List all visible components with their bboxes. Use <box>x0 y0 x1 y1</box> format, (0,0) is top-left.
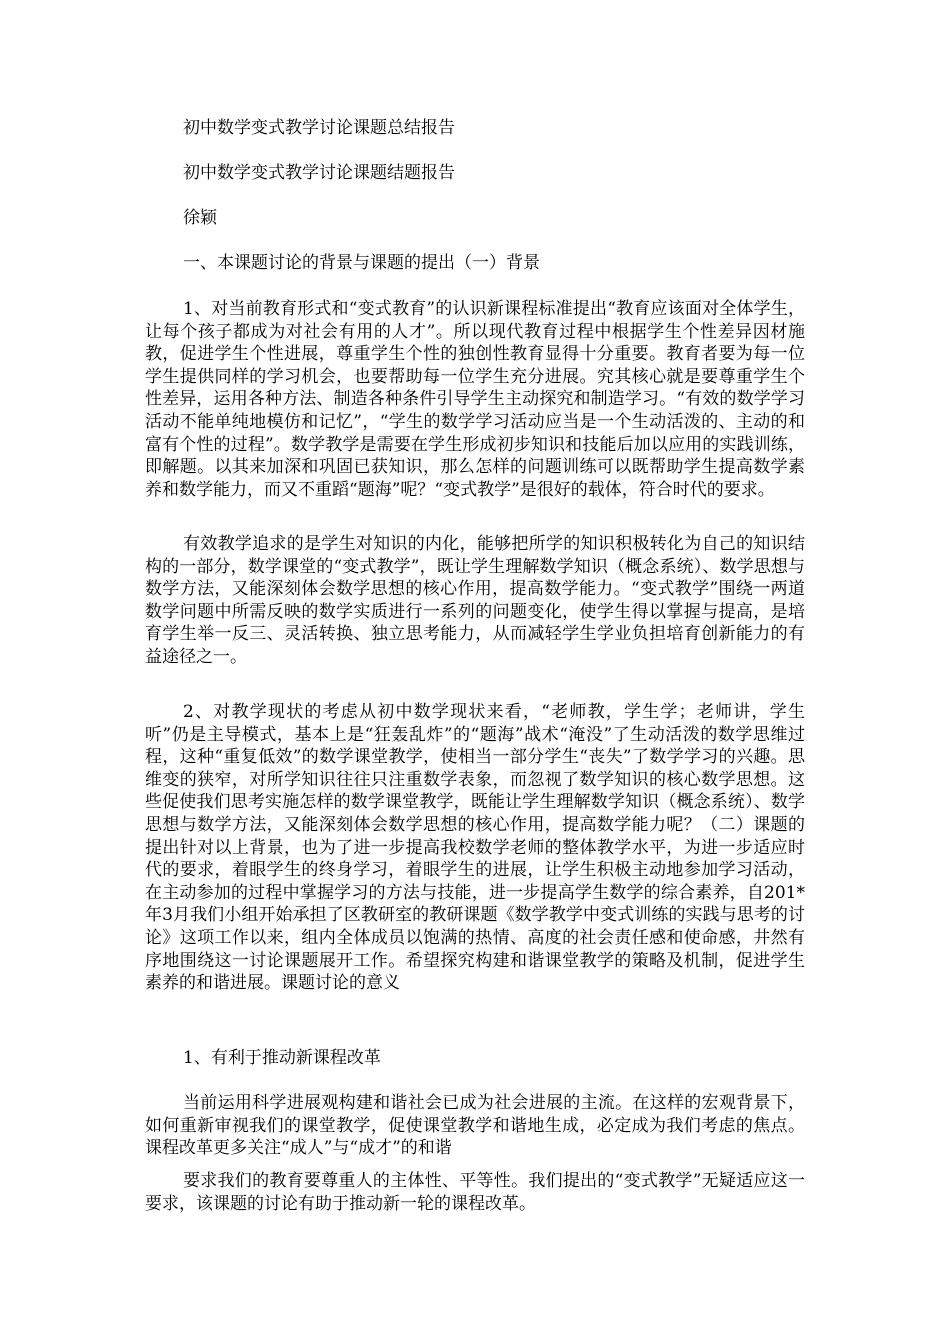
document-author: 徐颖 <box>183 208 217 228</box>
paragraph-4: 当前运用科学进展观构建和谐社会已成为社会进展的主流。在这样的宏观背景下，如何重新审视我们的课堂教学，促使课堂教学和谐地生成，必定成为我们考虑的焦点。课程改革更多关注“成人”与“成才”的和谐 <box>145 1093 805 1159</box>
document-subtitle: 初中数学变式教学讨论课题结题报告 <box>183 163 455 183</box>
section-heading-background: 一、本课题讨论的背景与课题的提出（一）背景 <box>183 253 540 273</box>
paragraph-3: 2、对教学现状的考虑从初中数学现状来看，“老师教，学生学；老师讲，学生听”仍是主导模式，基本上是“狂轰乱炸”的“题海”战术“淹没”了生动活泼的数学思维过程，这种“重复低效”的数学课堂教学，使相当一部分学生“丧失”了数学学习的兴趣。思维变的狭窄，对所学知识往往只注重数学表象，而忽视了数学知识的核心数学思想。这些促使我们思考实施怎样的数学课堂教学，既能让学生理解数学知识（概念系统）、数学思想与数学方法，又能深刻体会数学思想的核心作用，提高数学能力呢？（二）课题的提出针对以上背景，也为了进一步提高我校数学老师的整体教学水平，为进一步适应时代的要求，着眼学生的终身学习，着眼学生的进展，让学生积极主动地参加学习活动，在主动参加的过程中掌握学习的方法与技能，进一步提高学生数学的综合素养，自201*年3月我们小组开始承担了区教研室的教研课题《数学教学中变式训练的实践与思考的讨论》这项工作以来，组内全体成员以饱满的热情、高度的社会责任感和使命感，井然有序地围绕这一讨论课题展开工作。希望探究构建和谐课堂教学的策略及机制，促进学生素养的和谐进展。课题讨论的意义 <box>145 702 805 994</box>
paragraph-5: 要求我们的教育要尊重人的主体性、平等性。我们提出的“变式教学”无疑适应这一要求，该课题的讨论有助于推动新一轮的课程改革。 <box>145 1171 805 1214</box>
document-title: 初中数学变式教学讨论课题总结报告 <box>183 118 455 138</box>
paragraph-1: 1、对当前教育形式和“变式教育”的认识新课程标准提出“教育应该面对全体学生，让每个孩子都成为对社会有用的人才”。所以现代教育过程中根据学生个性差异因材施教，促进学生个性进展，尊重学生个性的独创性教育显得十分重要。教育者要为每一位学生提供同样的学习机会，也要帮助每一位学生充分进展。究其核心就是要尊重学生个性差异，运用各种方法、制造各种条件引导学生主动探究和制造学习。“有效的数学学习活动不能单纯地模仿和记忆”，“学生的数学学习活动应当是一个生动活泼的、主动的和富有个性的过程”。数学教学是需要在学生形成初步知识和技能后加以应用的实践训练，即解题。以其来加深和巩固已获知识，那么怎样的问题训练可以既帮助学生提高数学素养和数学能力，而又不重蹈“题海”呢？“变式教学”是很好的载体，符合时代的要求。 <box>145 299 805 500</box>
sub-heading-curriculum-reform: 1、有利于推动新课程改革 <box>183 1048 381 1068</box>
paragraph-2: 有效教学追求的是学生对知识的内化，能够把所学的知识积极转化为自己的知识结构的一部分，数学课堂的“变式教学”，既让学生理解数学知识（概念系统）、数学思想与数学方法，又能深刻体会数学思想的核心作用，提高数学能力。“变式教学”围绕一两道数学问题中所需反映的数学实质进行一系列的问题变化，使学生得以掌握与提高，是培育学生举一反三、灵活转换、独立思考能力，从而减轻学生学业负担培育创新能力的有益途径之一。 <box>145 534 805 667</box>
